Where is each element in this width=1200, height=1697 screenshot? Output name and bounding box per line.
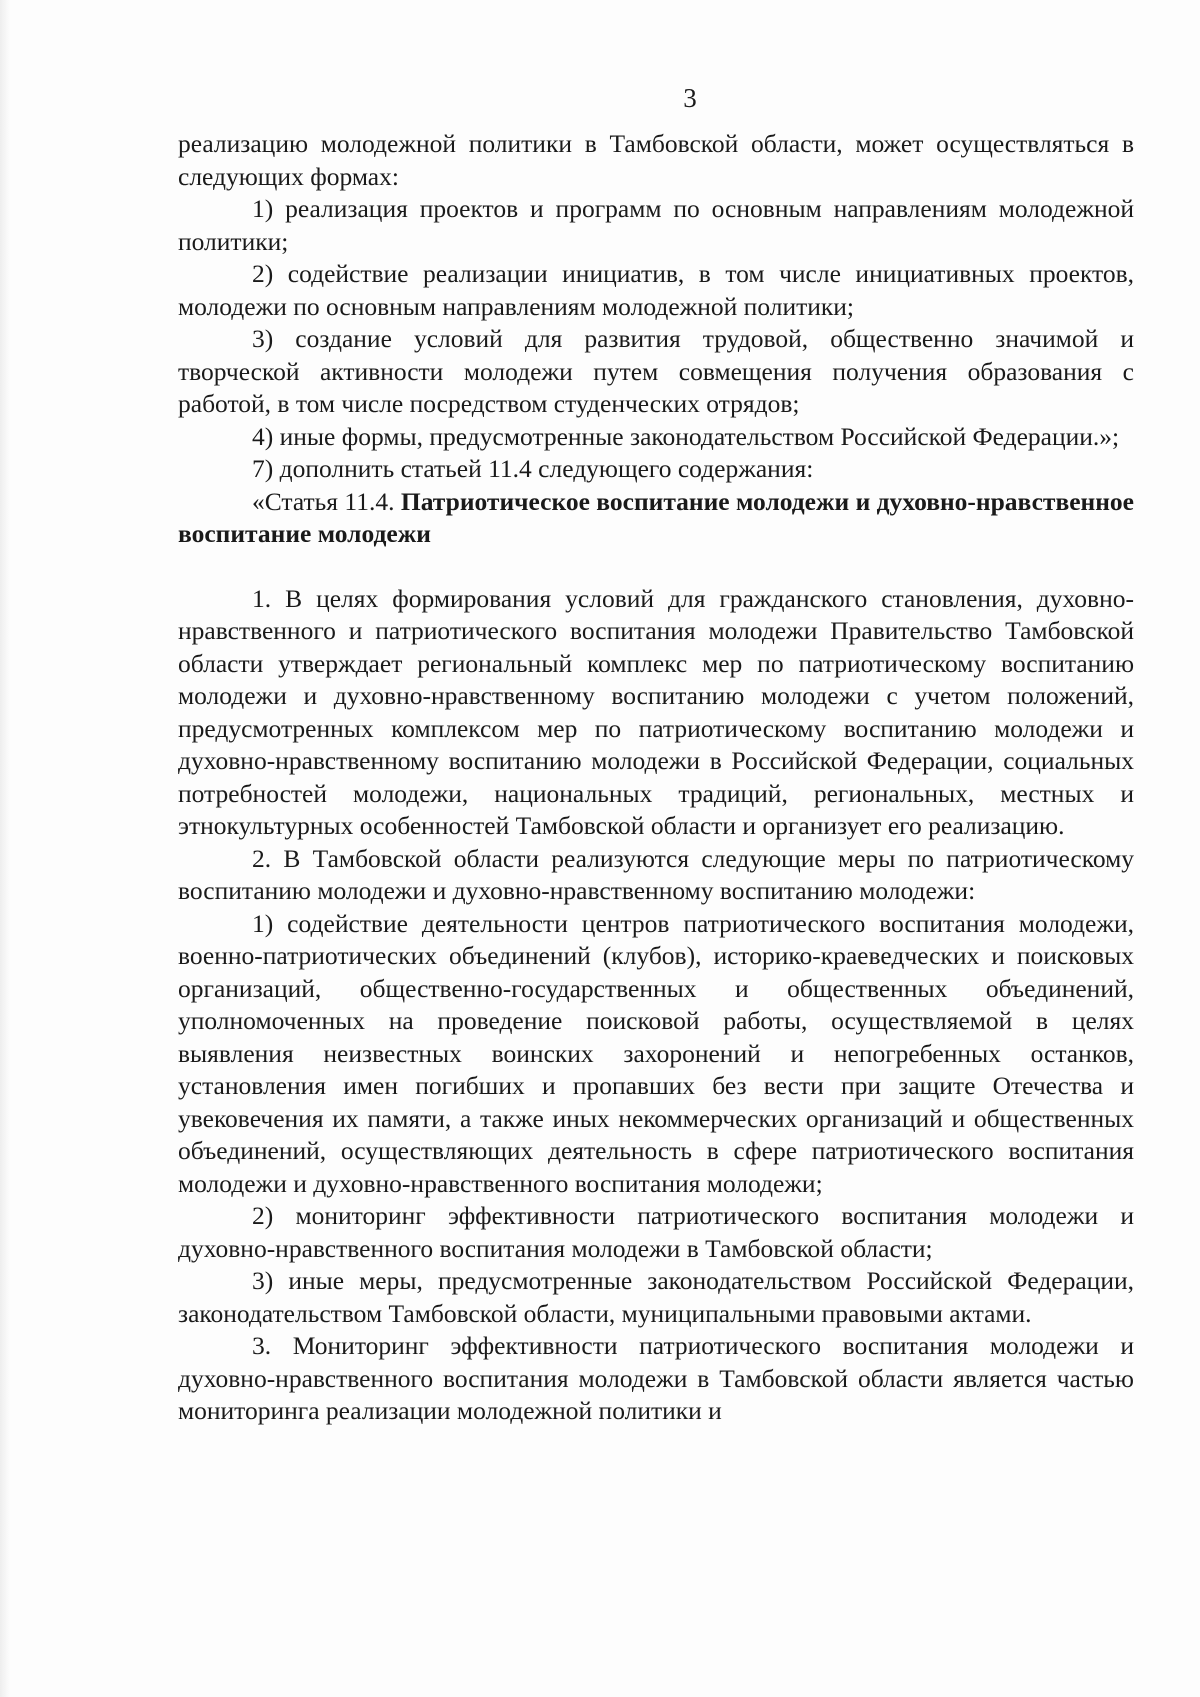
section-2: 2. В Тамбовской области реализуются следующие меры по патриотическому воспитанию молодежи и духовно-нравственному воспитанию молодежи: <box>178 843 1134 905</box>
section-2-item-1: 1) содействие деятельности центров патриотического воспитания молодежи, военно-патриотических объединений (клубов), историко-краеведческих и поисковых организаций, общественно-государственных и общественных объединений, уполномоченных на проведение поисковой работы, осуществляемой в целях выявления неизвестных воинских захоронений и непогребенных останков, установления имен погибших и пропавших без вести при защите Отечества и увековечения их памяти, а также иных некоммерческих организаций и общественных объединений, осуществляющих деятельность в сфере патриотического воспитания молодежи и духовно-нравственного воспитания молодежи; <box>178 908 1134 1198</box>
article-number: «Статья 11.4. <box>252 486 401 516</box>
list-item-3: 3) создание условий для развития трудовой, общественно значимой и творческой активности молодежи путем совмещения получения образования с работой, в том числе посредством студенческих отрядов; <box>178 324 1134 418</box>
blank-line <box>178 551 1134 583</box>
page-number: 3 <box>683 83 697 113</box>
article-heading <box>178 486 1134 551</box>
paragraph-continuation: реализацию молодежной политики в Тамбовской области, может осуществляться в следующих формах: <box>178 129 1134 191</box>
article-title: Патриотическое воспитание молодежи и духовно-нравственное воспитание молодежи <box>178 486 1134 548</box>
amendment-item-7: 7) дополнить статьей 11.4 следующего содержания: <box>252 454 814 483</box>
scan-edge <box>0 0 10 1697</box>
section-2-item-2: 2) мониторинг эффективности патриотического воспитания молодежи и духовно-нравственного воспитания молодежи в Тамбовской области; <box>178 1201 1134 1263</box>
section-3: 3. Мониторинг эффективности патриотического воспитания молодежи и духовно-нравственного воспитания молодежи в Тамбовской области является частью мониторинга реализации молодежной политики и <box>178 1331 1134 1425</box>
section-1: 1. В целях формирования условий для гражданского становления, духовно-нравственного и патриотического воспитания молодежи Правительство Тамбовской области утверждает региональный комплекс мер по патриотическому воспитанию молодежи и духовно-нравственному воспитанию молодежи с учетом положений, предусмотренных комплексом мер по патриотическому воспитанию молодежи и духовно-нравственному воспитанию молодежи в Российской Федерации, социальных потребностей молодежи, национальных традиций, региональных, местных и этнокультурных особенностей Тамбовской области и организует его реализацию. <box>178 583 1134 840</box>
document-body <box>178 128 1134 1428</box>
list-item-4: 4) иные формы, предусмотренные законодательством Российской Федерации.»; <box>252 421 1120 451</box>
list-item-1: 1) реализация проектов и программ по основным направлениям молодежной политики; <box>178 194 1134 256</box>
list-item-2: 2) содействие реализации инициатив, в том числе инициативных проектов, молодежи по основным направлениям молодежной политики; <box>178 259 1134 321</box>
section-2-item-3: 3) иные меры, предусмотренные законодательством Российской Федерации, законодательством Тамбовской области, муниципальными правовыми актами. <box>178 1266 1134 1328</box>
